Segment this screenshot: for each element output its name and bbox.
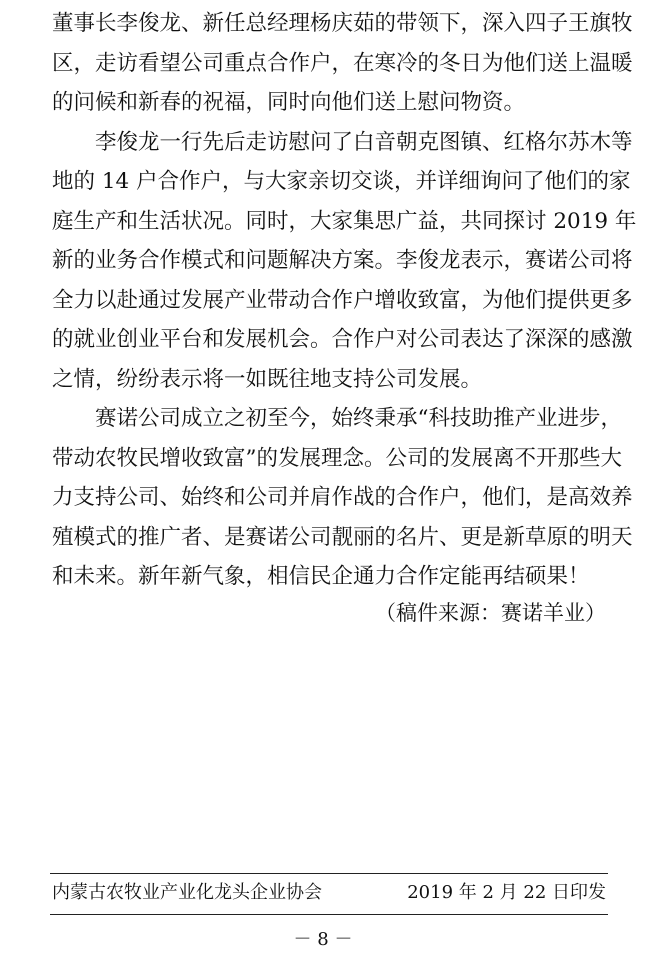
footer-bottom-rule [50, 914, 608, 915]
footer-organization: 内蒙古农牧业产业化龙头企业协会 [52, 882, 322, 903]
paragraph-1 [52, 4, 633, 123]
article-body [52, 4, 637, 597]
text-line: 的问候和新春的祝福，同时向他们送上慰问物资。 [52, 90, 526, 115]
page-number: － 8 － [293, 929, 353, 950]
text-line: 董事长李俊龙、新任总经理杨庆茹的带领下，深入四子王旗牧 [52, 11, 633, 36]
paragraph-2 [52, 123, 637, 400]
footer-issue-date: 2019 年 2 月 22 日印发 [407, 882, 606, 903]
text-line: 力支持公司、始终和公司并肩作战的合作户，他们，是高效养 [52, 485, 633, 510]
text-line: 赛诺公司成立之初至今，始终秉承“科技助推产业进步， [52, 406, 622, 431]
paragraph-3 [52, 399, 633, 597]
article-source: （稿件来源：赛诺羊业） [375, 601, 606, 625]
text-line: 地的 14 户合作户，与大家亲切交谈，并详细询问了他们的家 [52, 169, 631, 194]
text-line: 区，走访看望公司重点合作户，在寒冷的冬日为他们送上温暖 [52, 50, 633, 76]
text-line: 殖模式的推广者、是赛诺公司靓丽的名片、更是新草原的明天 [52, 524, 633, 550]
text-line: 之情，纷纷表示将一如既往地支持公司发展。 [52, 366, 483, 392]
text-line: 庭生产和生活状况。同时，大家集思广益，共同探讨 2019 年 [52, 208, 637, 234]
text-line: 李俊龙一行先后走访慰问了白音朝克图镇、红格尔苏木等 [52, 129, 633, 155]
text-line: 新的业务合作模式和问题解决方案。李俊龙表示，赛诺公司将 [52, 248, 633, 273]
text-line: 全力以赴通过发展产业带动合作户增收致富，为他们提供更多 [52, 287, 633, 313]
text-line: 的就业创业平台和发展机会。合作户对公司表达了深深的感激 [52, 327, 633, 352]
footer-top-rule [50, 873, 608, 874]
text-line: 带动农牧民增收致富”的发展理念。公司的发展离不开那些大 [52, 445, 622, 471]
text-line: 和未来。新年新气象，相信民企通力合作定能再结硕果！ [52, 564, 590, 589]
